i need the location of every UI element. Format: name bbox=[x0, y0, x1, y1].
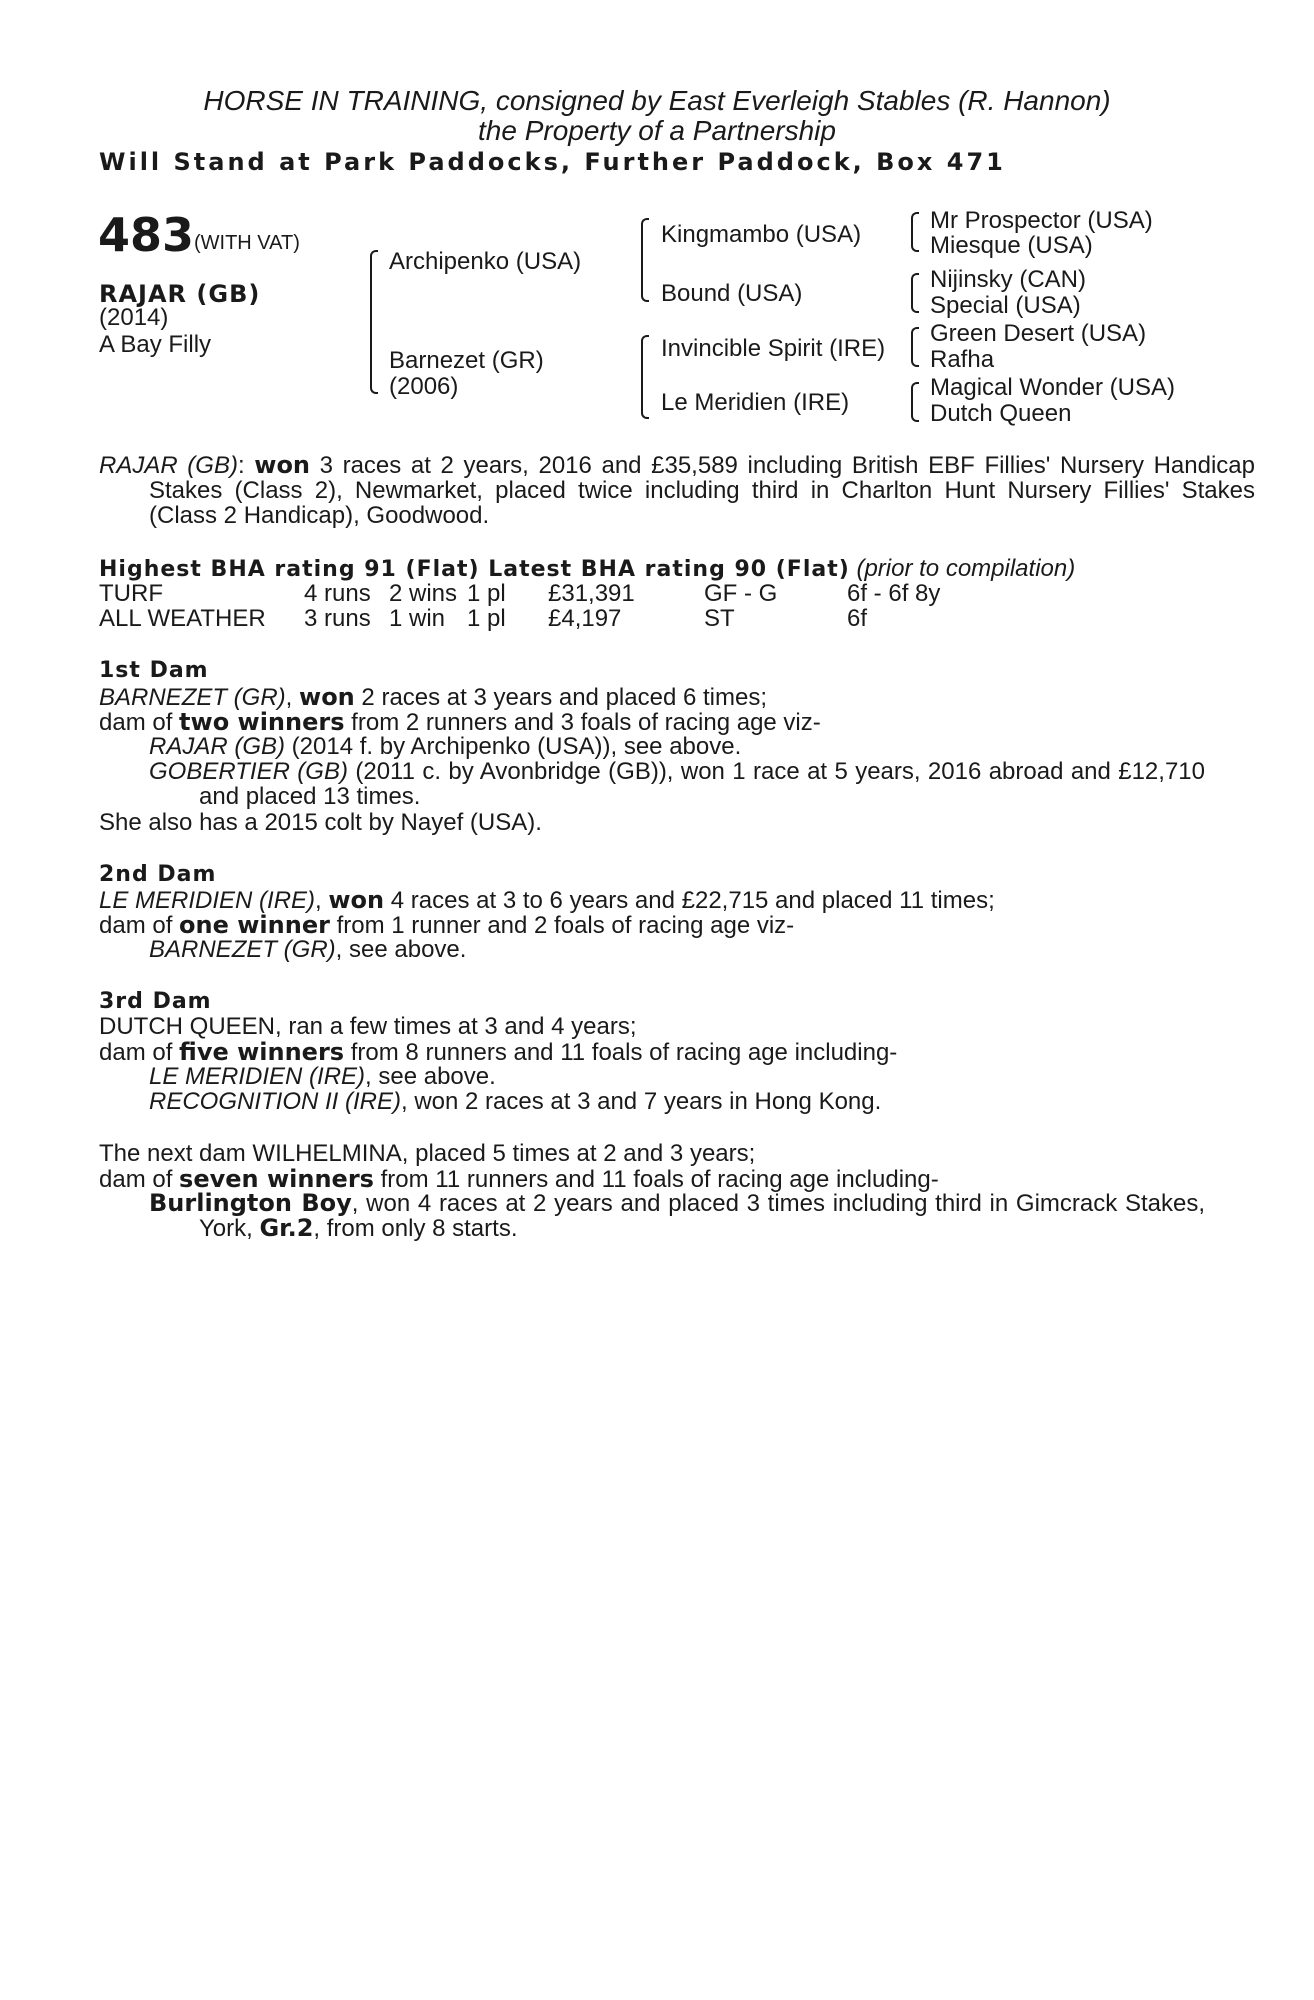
pedigree-sdd: Special (USA) bbox=[930, 292, 1081, 319]
record-surface: ALL WEATHER bbox=[99, 605, 266, 632]
progeny-text: (2014 f. by Archipenko (USA)), see above. bbox=[285, 733, 742, 760]
progeny-grade: Gr.2 bbox=[259, 1214, 314, 1242]
dam1-also: She also has a 2015 colt by Nayef (USA). bbox=[99, 809, 542, 836]
pedigree-brace bbox=[911, 327, 919, 367]
race-summary bbox=[99, 453, 1255, 528]
pedigree-sire-sire: Kingmambo (USA) bbox=[661, 221, 862, 248]
dam3-progeny-2 bbox=[149, 1089, 881, 1115]
dam3-dam-of: dam of bbox=[99, 1039, 180, 1066]
dam1-dam-of: dam of bbox=[99, 709, 180, 736]
dam3-progeny-1 bbox=[149, 1064, 496, 1090]
dam2-dam-of: dam of bbox=[99, 912, 180, 939]
record-distance: 6f - 6f 8y bbox=[847, 580, 941, 607]
horse-description: A Bay Filly bbox=[99, 331, 212, 358]
dam1-winners: two winners bbox=[179, 708, 345, 736]
pedigree-brace bbox=[641, 218, 649, 302]
summary-text: 3 races at 2 years, 2016 and £35,589 including British EBF Fillies' Nursery Handicap Stakes (Class 2), Newmarket, placed twice including third in Charlton Hunt Nursery Fillies' Stakes (Class 2 Handicap), Goodwood. bbox=[149, 452, 1256, 529]
progeny-text: , won 2 races at 3 and 7 years in Hong Kong. bbox=[401, 1088, 882, 1115]
nextdam-winners: seven winners bbox=[179, 1165, 374, 1193]
dam2-name: LE MERIDIEN (IRE) bbox=[99, 887, 316, 914]
dam2-line1 bbox=[99, 887, 995, 914]
record-wins: 1 win bbox=[389, 605, 446, 632]
progeny-name: Burlington Boy bbox=[149, 1189, 352, 1217]
record-wins: 2 wins bbox=[389, 580, 458, 607]
record-money: £4,197 bbox=[548, 605, 622, 632]
location-line: Will Stand at Park Paddocks, Further Paddock, Box 471 bbox=[99, 148, 1006, 176]
dam2-line2 bbox=[99, 912, 794, 939]
summary-won: won bbox=[254, 451, 311, 479]
dam1-progeny-1 bbox=[149, 734, 741, 760]
pedigree-dsd: Rafha bbox=[930, 346, 995, 373]
record-going: GF - G bbox=[704, 580, 778, 607]
progeny-text: , won 4 races at 2 years and placed 3 times including third in Gimcrack Stakes, York, bbox=[199, 1190, 1205, 1242]
pedigree-dam-year: (2006) bbox=[389, 373, 459, 400]
pedigree-brace bbox=[911, 273, 919, 313]
record-going: ST bbox=[704, 605, 735, 632]
dam3-line1: DUTCH QUEEN, ran a few times at 3 and 4 years; bbox=[99, 1013, 637, 1040]
record-money: £31,391 bbox=[548, 580, 635, 607]
summary-colon: : bbox=[237, 452, 245, 479]
pedigree-sire: Archipenko (USA) bbox=[389, 248, 582, 275]
pedigree-sire-dam: Bound (USA) bbox=[661, 280, 803, 307]
progeny-name: RECOGNITION II (IRE) bbox=[149, 1088, 401, 1115]
record-surface: TURF bbox=[99, 580, 163, 607]
record-placed: 1 pl bbox=[467, 605, 506, 632]
record-placed: 1 pl bbox=[467, 580, 506, 607]
pedigree-sds: Nijinsky (CAN) bbox=[930, 266, 1086, 293]
dam1-name: BARNEZET (GR) bbox=[99, 684, 286, 711]
dam2-won: won bbox=[328, 886, 385, 914]
dam1-line1 bbox=[99, 684, 767, 711]
pedigree-ddd: Dutch Queen bbox=[930, 400, 1072, 427]
progeny-name: GOBERTIER (GB) bbox=[149, 758, 348, 785]
progeny-name: RAJAR (GB) bbox=[149, 733, 286, 760]
dam1-sep: , bbox=[285, 684, 300, 711]
catalogue-heading: HORSE IN TRAINING, consigned by East Everleigh Stables (R. Hannon) bbox=[203, 85, 1111, 116]
dam1-foals: from 2 runners and 3 foals of racing age viz- bbox=[344, 709, 821, 736]
pedigree-dss: Green Desert (USA) bbox=[930, 320, 1147, 347]
dam1-progeny-2 bbox=[99, 759, 1205, 809]
pedigree-brace bbox=[911, 212, 919, 252]
progeny-name: BARNEZET (GR) bbox=[149, 936, 336, 963]
pedigree-dam-sire: Invincible Spirit (IRE) bbox=[661, 335, 886, 362]
progeny-name: LE MERIDIEN (IRE) bbox=[149, 1063, 366, 1090]
dam1-heading: 1st Dam bbox=[99, 658, 209, 683]
summary-horse-name: RAJAR (GB) bbox=[99, 452, 238, 479]
pedigree-dds: Magical Wonder (USA) bbox=[930, 374, 1175, 401]
dam2-foals: from 1 runner and 2 foals of racing age viz- bbox=[329, 912, 795, 939]
horse-name: RAJAR (GB) bbox=[99, 280, 261, 308]
vat-note: (WITH VAT) bbox=[194, 232, 300, 254]
dam2-progeny-1 bbox=[149, 937, 466, 963]
lot-number: 483 bbox=[98, 208, 195, 262]
nextdam-foals: from 11 runners and 11 foals of racing age including- bbox=[373, 1166, 939, 1193]
dam3-winners: five winners bbox=[179, 1038, 345, 1066]
pedigree-dam-dam: Le Meridien (IRE) bbox=[661, 389, 850, 416]
nextdam-progeny-1 bbox=[99, 1191, 1205, 1241]
dam2-heading: 2nd Dam bbox=[99, 862, 217, 887]
dam2-sep: , bbox=[315, 887, 329, 914]
pedigree-dam: Barnezet (GR) bbox=[389, 347, 544, 374]
pedigree-brace bbox=[641, 335, 649, 419]
pedigree-brace bbox=[911, 382, 919, 422]
foal-year: (2014) bbox=[99, 304, 169, 331]
progeny-text: , see above. bbox=[365, 1063, 496, 1090]
pedigree-sss: Mr Prospector (USA) bbox=[930, 207, 1153, 234]
progeny-text: , see above. bbox=[335, 936, 467, 963]
dam1-won: won bbox=[299, 683, 355, 711]
dam1-line2 bbox=[99, 709, 821, 736]
dam1-record: 2 races at 3 years and placed 6 times; bbox=[354, 684, 767, 711]
rating-line bbox=[99, 555, 1075, 583]
record-runs: 4 runs bbox=[304, 580, 371, 607]
dam3-heading: 3rd Dam bbox=[99, 989, 212, 1014]
progeny-end: , from only 8 starts. bbox=[313, 1215, 518, 1242]
pedigree-ssd: Miesque (USA) bbox=[930, 232, 1093, 259]
nextdam-line1: The next dam WILHELMINA, placed 5 times at 2 and 3 years; bbox=[99, 1140, 756, 1167]
nextdam-dam-of: dam of bbox=[99, 1166, 180, 1193]
dam2-record: 4 races at 3 to 6 years and £22,715 and placed 11 times; bbox=[384, 887, 995, 914]
catalogue-subheading: the Property of a Partnership bbox=[478, 115, 836, 146]
record-distance: 6f bbox=[847, 605, 868, 632]
rating-note: (prior to compilation) bbox=[856, 555, 1076, 582]
dam3-foals: from 8 runners and 11 foals of racing age including- bbox=[344, 1039, 898, 1066]
dam2-winners: one winner bbox=[179, 911, 330, 939]
pedigree-brace bbox=[370, 250, 378, 394]
dam3-line2 bbox=[99, 1039, 897, 1066]
progeny-text: (2011 c. by Avonbridge (GB)), won 1 race at 5 years, 2016 abroad and £12,710 and placed 13 times. bbox=[199, 758, 1205, 810]
record-runs: 3 runs bbox=[304, 605, 371, 632]
rating-text: Highest BHA rating 91 (Flat) Latest BHA rating 90 (Flat) bbox=[99, 557, 850, 582]
